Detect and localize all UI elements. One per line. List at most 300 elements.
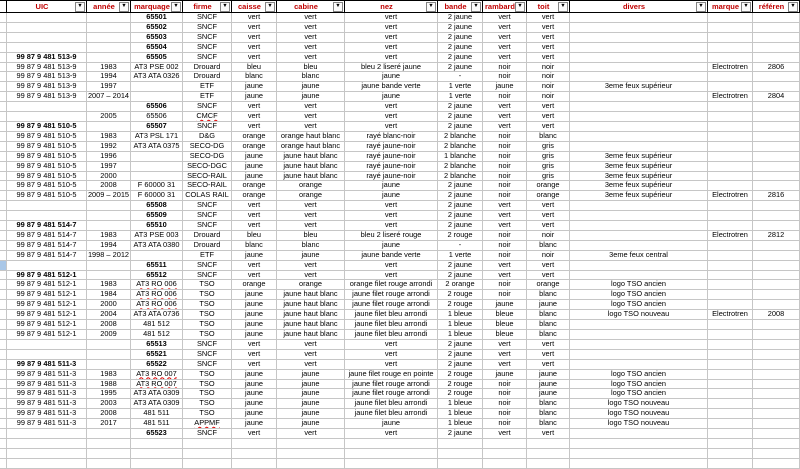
cell-uic[interactable]: 99 87 9 481 512-1: [7, 280, 87, 289]
cell-reference[interactable]: 2804: [753, 92, 800, 101]
cell-nez[interactable]: jaune bande verte: [345, 251, 438, 260]
cell-firme[interactable]: SNCF: [183, 122, 232, 131]
cell-reference[interactable]: [753, 439, 800, 448]
cell-nez[interactable]: bleu 2 liseré jaune: [345, 63, 438, 72]
row-selector-cell[interactable]: [0, 280, 7, 289]
cell-annee[interactable]: [87, 13, 131, 22]
cell-nez[interactable]: vert: [345, 271, 438, 280]
cell-annee[interactable]: 1995: [87, 389, 131, 398]
cell-nez[interactable]: jaune filet bleu arrondi: [345, 330, 438, 339]
cell-toit[interactable]: vert: [527, 122, 570, 131]
cell-rambard[interactable]: vert: [483, 429, 527, 438]
cell-divers[interactable]: [570, 211, 708, 220]
cell-uic[interactable]: 99 87 9 481 512-1: [7, 330, 87, 339]
cell-annee[interactable]: [87, 53, 131, 62]
cell-uic[interactable]: 99 87 9 481 510-5: [7, 172, 87, 181]
cell-firme[interactable]: SNCF: [183, 102, 232, 111]
cell-cabine[interactable]: bleu: [277, 231, 345, 240]
cell-caisse[interactable]: [232, 449, 277, 458]
cell-annee[interactable]: 2008: [87, 320, 131, 329]
cell-annee[interactable]: 1983: [87, 63, 131, 72]
cell-cabine[interactable]: [277, 439, 345, 448]
cell-rambard[interactable]: bleue: [483, 320, 527, 329]
cell-bande[interactable]: 2 jaune: [438, 191, 483, 200]
cell-annee[interactable]: 1983: [87, 132, 131, 141]
cell-marque[interactable]: [708, 181, 753, 190]
cell-bande[interactable]: 2 jaune: [438, 43, 483, 52]
cell-marque[interactable]: [708, 459, 753, 468]
cell-toit[interactable]: noir: [527, 63, 570, 72]
cell-toit[interactable]: vert: [527, 360, 570, 369]
cell-rambard[interactable]: noir: [483, 172, 527, 181]
cell-rambard[interactable]: vert: [483, 112, 527, 121]
cell-uic[interactable]: 99 87 9 481 510-5: [7, 191, 87, 200]
cell-cabine[interactable]: jaune haut blanc: [277, 152, 345, 161]
cell-annee[interactable]: 2009 – 2015: [87, 191, 130, 200]
cell-uic[interactable]: 99 87 9 481 512-1: [7, 310, 87, 319]
cell-toit[interactable]: blanc: [527, 399, 570, 408]
cell-toit[interactable]: vert: [527, 112, 570, 121]
cell-firme[interactable]: SNCF: [183, 429, 232, 438]
cell-toit[interactable]: noir: [527, 82, 570, 91]
cell-cabine[interactable]: orange haut blanc: [277, 142, 345, 151]
cell-toit[interactable]: vert: [527, 102, 570, 111]
cell-marquage[interactable]: 65511: [131, 261, 183, 270]
cell-rambard[interactable]: vert: [483, 360, 527, 369]
cell-marque[interactable]: [708, 172, 753, 181]
cell-caisse[interactable]: blanc: [232, 241, 277, 250]
cell-caisse[interactable]: vert: [232, 102, 277, 111]
cell-rambard[interactable]: vert: [483, 33, 527, 42]
cell-annee[interactable]: 2007 – 2014: [87, 92, 130, 101]
cell-nez[interactable]: vert: [345, 201, 438, 210]
cell-caisse[interactable]: vert: [232, 23, 277, 32]
cell-caisse[interactable]: jaune: [232, 380, 277, 389]
cell-caisse[interactable]: jaune: [232, 290, 277, 299]
cell-marque[interactable]: [708, 399, 753, 408]
cell-marquage[interactable]: AT3 ATA 0309: [131, 399, 183, 408]
cell-reference[interactable]: [753, 162, 800, 171]
cell-bande[interactable]: 2 jaune: [438, 429, 483, 438]
cell-cabine[interactable]: vert: [277, 201, 345, 210]
cell-caisse[interactable]: vert: [232, 13, 277, 22]
cell-toit[interactable]: [527, 459, 570, 468]
cell-divers[interactable]: logo TSO ancien: [570, 290, 708, 299]
cell-cabine[interactable]: jaune: [277, 92, 345, 101]
cell-uic[interactable]: [7, 33, 87, 42]
row-selector-cell[interactable]: [0, 102, 7, 111]
cell-marquage[interactable]: 65507: [131, 122, 183, 131]
cell-annee[interactable]: [87, 261, 131, 270]
cell-firme[interactable]: Drouard: [183, 241, 232, 250]
cell-rambard[interactable]: [483, 449, 527, 458]
cell-bande[interactable]: 2 rouge: [438, 290, 483, 299]
cell-toit[interactable]: vert: [527, 201, 570, 210]
cell-firme[interactable]: ETF: [183, 251, 232, 260]
cell-nez[interactable]: jaune: [345, 419, 438, 428]
cell-uic[interactable]: [7, 459, 87, 468]
cell-firme[interactable]: CMCF: [183, 112, 232, 121]
cell-annee[interactable]: 1983: [87, 370, 131, 379]
cell-toit[interactable]: noir: [527, 72, 570, 81]
cell-marque[interactable]: [708, 389, 753, 398]
cell-cabine[interactable]: vert: [277, 340, 345, 349]
cell-bande[interactable]: 1 blanche: [438, 152, 483, 161]
cell-uic[interactable]: 99 87 9 481 511-3: [7, 419, 87, 428]
cell-bande[interactable]: 2 jaune: [438, 360, 483, 369]
cell-annee[interactable]: [87, 43, 131, 52]
cell-divers[interactable]: [570, 320, 708, 329]
cell-cabine[interactable]: orange: [277, 280, 345, 289]
cell-divers[interactable]: [570, 459, 708, 468]
cell-rambard[interactable]: noir: [483, 72, 527, 81]
cell-marque[interactable]: [708, 53, 753, 62]
cell-cabine[interactable]: [277, 449, 345, 458]
cell-nez[interactable]: vert: [345, 53, 438, 62]
cell-uic[interactable]: 99 87 9 481 511-3: [7, 389, 87, 398]
cell-rambard[interactable]: noir: [483, 191, 527, 200]
row-selector-cell[interactable]: [0, 399, 7, 408]
cell-firme[interactable]: TSO: [183, 320, 232, 329]
cell-annee[interactable]: 1992: [87, 142, 131, 151]
cell-toit[interactable]: [527, 449, 570, 458]
cell-annee[interactable]: [87, 211, 131, 220]
cell-caisse[interactable]: vert: [232, 122, 277, 131]
cell-toit[interactable]: vert: [527, 23, 570, 32]
cell-nez[interactable]: vert: [345, 429, 438, 438]
cell-cabine[interactable]: vert: [277, 350, 345, 359]
cell-divers[interactable]: logo TSO ancien: [570, 380, 708, 389]
cell-marquage[interactable]: AT3 ATA 0326: [131, 72, 183, 81]
cell-divers[interactable]: 3eme feux supérieur: [570, 152, 708, 161]
cell-annee[interactable]: [87, 122, 131, 131]
cell-annee[interactable]: 2005: [87, 112, 131, 121]
cell-annee[interactable]: 1994: [87, 72, 131, 81]
row-selector-cell[interactable]: [0, 82, 7, 91]
cell-firme[interactable]: Drouard: [183, 231, 232, 240]
cell-reference[interactable]: [753, 221, 800, 230]
cell-caisse[interactable]: jaune: [232, 82, 277, 91]
cell-bande[interactable]: 2 blanche: [438, 162, 483, 171]
cell-annee[interactable]: [87, 439, 131, 448]
cell-cabine[interactable]: vert: [277, 261, 345, 270]
cell-rambard[interactable]: vert: [483, 340, 527, 349]
row-selector-cell[interactable]: [0, 23, 7, 32]
cell-annee[interactable]: [87, 350, 131, 359]
row-selector-cell[interactable]: [0, 92, 7, 101]
cell-toit[interactable]: blanc: [527, 409, 570, 418]
filter-button-caisse[interactable]: [265, 2, 275, 12]
cell-divers[interactable]: [570, 201, 708, 210]
cell-toit[interactable]: vert: [527, 13, 570, 22]
cell-caisse[interactable]: jaune: [232, 251, 277, 260]
cell-toit[interactable]: blanc: [527, 330, 570, 339]
cell-firme[interactable]: SNCF: [183, 33, 232, 42]
cell-reference[interactable]: [753, 380, 800, 389]
row-selector-cell[interactable]: [0, 419, 7, 428]
cell-nez[interactable]: [345, 439, 438, 448]
cell-reference[interactable]: 2806: [753, 63, 800, 72]
cell-marque[interactable]: [708, 429, 753, 438]
row-selector-cell[interactable]: [0, 370, 7, 379]
cell-annee[interactable]: [87, 102, 131, 111]
cell-nez[interactable]: rayé jaune-noir: [345, 152, 438, 161]
cell-toit[interactable]: noir: [527, 92, 570, 101]
cell-bande[interactable]: 2 jaune: [438, 33, 483, 42]
cell-firme[interactable]: TSO: [183, 370, 232, 379]
cell-uic[interactable]: 99 87 9 481 510-5: [7, 152, 87, 161]
cell-bande[interactable]: 2 jaune: [438, 340, 483, 349]
cell-cabine[interactable]: jaune haut blanc: [277, 320, 345, 329]
cell-firme[interactable]: SNCF: [183, 261, 232, 270]
cell-uic[interactable]: [7, 211, 87, 220]
cell-firme[interactable]: TSO: [183, 399, 232, 408]
row-selector-cell[interactable]: [0, 409, 7, 418]
row-selector-cell[interactable]: [0, 350, 7, 359]
cell-firme[interactable]: SECO-DGC: [183, 162, 232, 171]
cell-marquage[interactable]: [131, 82, 183, 91]
cell-marque[interactable]: [708, 142, 753, 151]
cell-divers[interactable]: [570, 43, 708, 52]
cell-reference[interactable]: [753, 112, 800, 121]
cell-divers[interactable]: 3eme feux supérieur: [570, 82, 708, 91]
cell-rambard[interactable]: noir: [483, 231, 527, 240]
cell-cabine[interactable]: vert: [277, 122, 345, 131]
cell-cabine[interactable]: vert: [277, 53, 345, 62]
cell-marquage[interactable]: 65503: [131, 33, 183, 42]
row-selector-cell[interactable]: [0, 360, 7, 369]
cell-marquage[interactable]: AT3 ATA 0736: [131, 310, 183, 319]
cell-divers[interactable]: [570, 92, 708, 101]
cell-divers[interactable]: [570, 261, 708, 270]
row-selector-cell[interactable]: [0, 112, 7, 121]
filter-button-annee[interactable]: [119, 2, 129, 12]
cell-nez[interactable]: rayé jaune-noir: [345, 142, 438, 151]
cell-divers[interactable]: logo TSO nouveau: [570, 399, 708, 408]
cell-firme[interactable]: SNCF: [183, 201, 232, 210]
cell-divers[interactable]: [570, 102, 708, 111]
cell-cabine[interactable]: blanc: [277, 72, 345, 81]
cell-reference[interactable]: [753, 82, 800, 91]
cell-firme[interactable]: SNCF: [183, 221, 232, 230]
cell-reference[interactable]: [753, 142, 800, 151]
cell-marque[interactable]: [708, 112, 753, 121]
cell-cabine[interactable]: jaune haut blanc: [277, 310, 345, 319]
cell-marque[interactable]: [708, 23, 753, 32]
cell-marque[interactable]: [708, 261, 753, 270]
cell-nez[interactable]: rayé jaune-noir: [345, 172, 438, 181]
cell-firme[interactable]: SNCF: [183, 271, 232, 280]
cell-bande[interactable]: 2 jaune: [438, 271, 483, 280]
cell-toit[interactable]: vert: [527, 429, 570, 438]
cell-marquage[interactable]: AT3 PSE 002: [131, 63, 183, 72]
cell-rambard[interactable]: jaune: [483, 82, 527, 91]
cell-rambard[interactable]: vert: [483, 221, 527, 230]
cell-bande[interactable]: -: [438, 72, 483, 81]
cell-uic[interactable]: [7, 261, 87, 270]
cell-reference[interactable]: 2008: [753, 310, 800, 319]
cell-marquage[interactable]: [131, 152, 183, 161]
row-selector-cell[interactable]: [0, 389, 7, 398]
cell-caisse[interactable]: jaune: [232, 172, 277, 181]
cell-divers[interactable]: [570, 142, 708, 151]
cell-cabine[interactable]: [277, 459, 345, 468]
cell-marque[interactable]: [708, 380, 753, 389]
cell-divers[interactable]: 3eme feux supérieur: [570, 162, 708, 171]
cell-marquage[interactable]: [131, 439, 183, 448]
cell-bande[interactable]: 1 bleue: [438, 409, 483, 418]
cell-toit[interactable]: blanc: [527, 320, 570, 329]
cell-annee[interactable]: 2009: [87, 330, 131, 339]
cell-caisse[interactable]: orange: [232, 142, 277, 151]
cell-annee[interactable]: 1983: [87, 280, 131, 289]
row-selector-cell[interactable]: [0, 320, 7, 329]
cell-cabine[interactable]: vert: [277, 221, 345, 230]
cell-marque[interactable]: [708, 320, 753, 329]
cell-rambard[interactable]: jaune: [483, 300, 527, 309]
cell-annee[interactable]: 2000: [87, 300, 131, 309]
cell-toit[interactable]: vert: [527, 53, 570, 62]
cell-bande[interactable]: 2 blanche: [438, 142, 483, 151]
filter-button-reference[interactable]: [788, 2, 798, 12]
cell-reference[interactable]: [753, 211, 800, 220]
cell-caisse[interactable]: vert: [232, 201, 277, 210]
row-selector-cell[interactable]: [0, 271, 7, 280]
cell-bande[interactable]: 2 rouge: [438, 300, 483, 309]
cell-caisse[interactable]: vert: [232, 340, 277, 349]
cell-divers[interactable]: [570, 449, 708, 458]
cell-reference[interactable]: [753, 320, 800, 329]
cell-marque[interactable]: [708, 241, 753, 250]
cell-marque[interactable]: [708, 211, 753, 220]
cell-reference[interactable]: [753, 102, 800, 111]
cell-firme[interactable]: SECO-RAIL: [183, 172, 232, 181]
cell-nez[interactable]: vert: [345, 340, 438, 349]
cell-uic[interactable]: 99 87 9 481 510-5: [7, 122, 87, 131]
cell-uic[interactable]: [7, 439, 87, 448]
cell-marque[interactable]: [708, 409, 753, 418]
cell-marque[interactable]: Electrotren: [708, 231, 753, 240]
cell-divers[interactable]: [570, 112, 708, 121]
cell-cabine[interactable]: blanc: [277, 241, 345, 250]
cell-rambard[interactable]: [483, 439, 527, 448]
cell-divers[interactable]: [570, 350, 708, 359]
cell-bande[interactable]: 2 jaune: [438, 201, 483, 210]
row-selector-cell[interactable]: [0, 429, 7, 438]
cell-uic[interactable]: 99 87 9 481 510-5: [7, 162, 87, 171]
cell-reference[interactable]: [753, 72, 800, 81]
cell-marque[interactable]: [708, 132, 753, 141]
cell-bande[interactable]: 2 jaune: [438, 23, 483, 32]
cell-cabine[interactable]: vert: [277, 271, 345, 280]
cell-rambard[interactable]: bleue: [483, 310, 527, 319]
cell-caisse[interactable]: jaune: [232, 300, 277, 309]
cell-nez[interactable]: [345, 449, 438, 458]
cell-marque[interactable]: Electrotren: [708, 92, 753, 101]
cell-marque[interactable]: [708, 271, 753, 280]
cell-rambard[interactable]: noir: [483, 152, 527, 161]
cell-caisse[interactable]: jaune: [232, 419, 277, 428]
cell-marquage[interactable]: 65504: [131, 43, 183, 52]
row-selector-cell[interactable]: [0, 221, 7, 230]
cell-marque[interactable]: [708, 221, 753, 230]
cell-toit[interactable]: gris: [527, 142, 570, 151]
row-selector-cell[interactable]: [0, 310, 7, 319]
cell-marquage[interactable]: [131, 459, 183, 468]
row-selector-cell[interactable]: [0, 211, 7, 220]
cell-nez[interactable]: vert: [345, 33, 438, 42]
cell-divers[interactable]: 3eme feux supérieur: [570, 181, 708, 190]
cell-nez[interactable]: jaune bande verte: [345, 82, 438, 91]
cell-marquage[interactable]: [131, 251, 183, 260]
row-selector-cell[interactable]: [0, 231, 7, 240]
cell-caisse[interactable]: bleu: [232, 63, 277, 72]
cell-annee[interactable]: 1997: [87, 162, 131, 171]
row-selector-cell[interactable]: [0, 241, 7, 250]
cell-cabine[interactable]: jaune haut blanc: [277, 172, 345, 181]
filter-button-bande[interactable]: [471, 2, 481, 12]
cell-divers[interactable]: logo TSO ancien: [570, 300, 708, 309]
cell-marque[interactable]: Electrotren: [708, 63, 753, 72]
cell-uic[interactable]: 99 87 9 481 513-9: [7, 82, 87, 91]
cell-uic[interactable]: [7, 449, 87, 458]
cell-marque[interactable]: [708, 33, 753, 42]
cell-annee[interactable]: 2017: [87, 419, 131, 428]
cell-rambard[interactable]: noir: [483, 181, 527, 190]
cell-marquage[interactable]: 65522: [131, 360, 183, 369]
cell-marque[interactable]: Electrotren: [708, 310, 753, 319]
cell-firme[interactable]: TSO: [183, 290, 232, 299]
cell-cabine[interactable]: jaune haut blanc: [277, 330, 345, 339]
cell-caisse[interactable]: jaune: [232, 409, 277, 418]
cell-nez[interactable]: jaune filet rouge arrondi: [345, 290, 438, 299]
cell-reference[interactable]: [753, 360, 800, 369]
cell-toit[interactable]: noir: [527, 251, 570, 260]
cell-uic[interactable]: [7, 350, 87, 359]
cell-nez[interactable]: vert: [345, 13, 438, 22]
row-selector-cell[interactable]: [0, 122, 7, 131]
cell-rambard[interactable]: vert: [483, 122, 527, 131]
cell-rambard[interactable]: noir: [483, 63, 527, 72]
cell-bande[interactable]: [438, 449, 483, 458]
cell-nez[interactable]: vert: [345, 360, 438, 369]
cell-nez[interactable]: vert: [345, 261, 438, 270]
cell-caisse[interactable]: vert: [232, 261, 277, 270]
cell-bande[interactable]: 2 rouge: [438, 231, 483, 240]
cell-rambard[interactable]: vert: [483, 211, 527, 220]
cell-firme[interactable]: SNCF: [183, 350, 232, 359]
cell-marquage[interactable]: 65510: [131, 221, 183, 230]
cell-reference[interactable]: 2816: [753, 191, 800, 200]
cell-toit[interactable]: jaune: [527, 389, 570, 398]
row-selector-cell[interactable]: [0, 251, 7, 260]
cell-reference[interactable]: 2812: [753, 231, 800, 240]
cell-nez[interactable]: rayé blanc-noir: [345, 132, 438, 141]
cell-toit[interactable]: vert: [527, 211, 570, 220]
cell-rambard[interactable]: [483, 459, 527, 468]
cell-toit[interactable]: orange: [527, 280, 570, 289]
cell-caisse[interactable]: vert: [232, 53, 277, 62]
cell-bande[interactable]: 1 bleue: [438, 320, 483, 329]
row-selector-cell[interactable]: [0, 53, 7, 62]
cell-marquage[interactable]: 65513: [131, 340, 183, 349]
cell-marquage[interactable]: 65502: [131, 23, 183, 32]
cell-nez[interactable]: jaune filet rouge en pointe: [345, 370, 438, 379]
cell-rambard[interactable]: noir: [483, 389, 527, 398]
cell-caisse[interactable]: orange: [232, 132, 277, 141]
cell-cabine[interactable]: jaune: [277, 380, 345, 389]
cell-firme[interactable]: [183, 449, 232, 458]
